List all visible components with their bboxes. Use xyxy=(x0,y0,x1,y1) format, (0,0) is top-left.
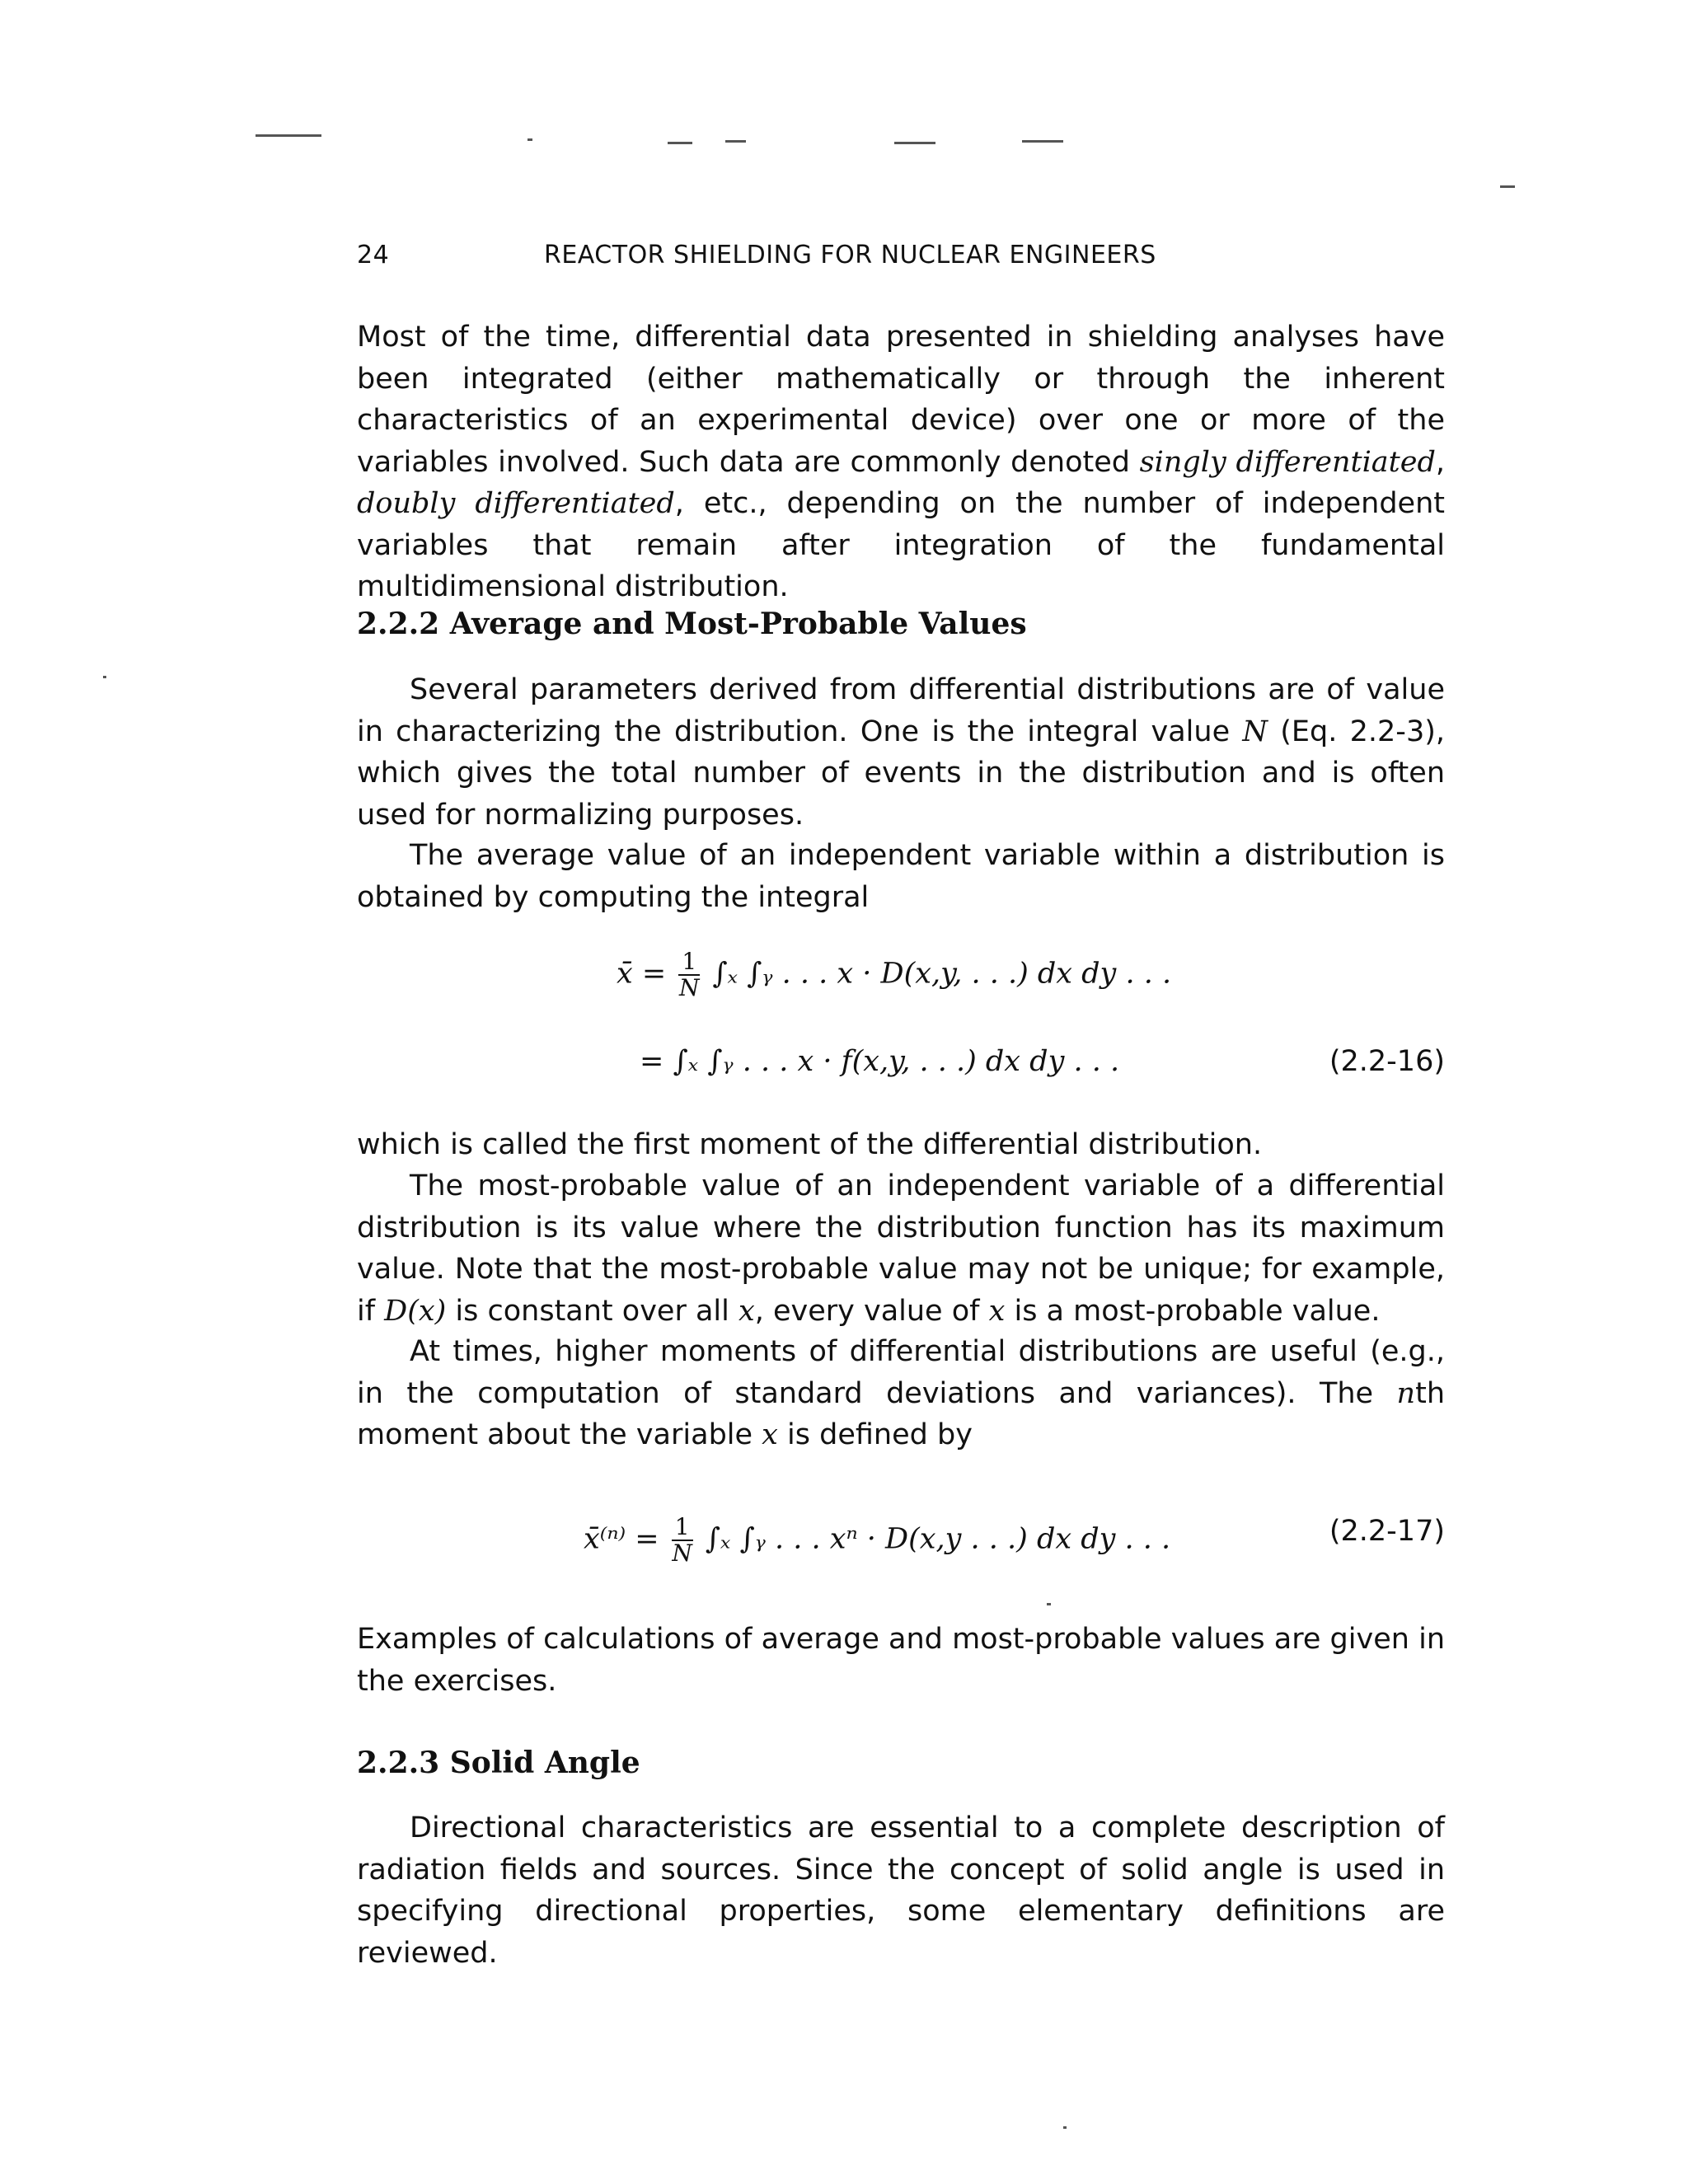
scan-artifact xyxy=(1022,140,1063,143)
scan-artifact xyxy=(528,138,532,141)
section-heading-2-2-3: 2.2.3 Solid Angle xyxy=(357,1746,640,1780)
equation-number-2-2-16: (2.2-16) xyxy=(1329,1045,1445,1078)
fraction-1-over-N: $\frac{1}{N}$ xyxy=(679,948,700,1001)
paragraph-differentiated-data: Most of the time, differential data presented in shielding analyses have been integrated (either mathematically or through the inherent characteristics of an experimental device) over one or more of the variables involved. Such data are commonly denoted singly differentiated, doubly differentiated, etc., depending on the number of independent variables that remain after integration of the fundamental multidimensional distribution. xyxy=(357,321,1445,603)
paragraph-average-value: The average value of an independent variable within a distribution is obtained by computing the integral xyxy=(357,839,1445,914)
scan-artifact xyxy=(1047,1603,1051,1605)
paragraph-parameters: Several parameters derived from differential distributions are of value in characterizing the distribution. One is the integral value N (Eq. 2.2-3), which gives the total number of events in the distribution and is often used for normalizing purposes. xyxy=(357,673,1445,832)
equation-2-2-17 xyxy=(357,1513,1445,1567)
paragraph-higher-moments: At times, higher moments of differential distributions are useful (e.g., in the computation of standard deviations and variances). The nth moment about the variable x is defined by xyxy=(357,1335,1445,1451)
scan-artifact xyxy=(256,134,321,137)
scan-artifact xyxy=(103,676,106,678)
equation-number-2-2-17: (2.2-17) xyxy=(1329,1515,1445,1548)
equation-lhs: x̄ = xyxy=(617,957,667,991)
fraction-1-over-N: $\frac{1}{N}$ xyxy=(672,1513,692,1567)
equation-rhs: ∫ₓ ∫ᵧ . . . xⁿ · D(x,y . . .) dx dy . . . xyxy=(705,1522,1171,1556)
paragraph-directional: Directional characteristics are essential to a complete description of radiation fields and sources. Since the concept of solid angle is used in specifying directional properties, some elementary definitions are reviewed. xyxy=(357,1811,1445,1970)
scan-artifact xyxy=(894,142,935,144)
paragraph-most-probable: The most-probable value of an independent variable of a differential distribution is its value where the distribution function has its maximum value. Note that the most-probable value may not be unique; for example, if D(x) is constant over all x, every value of x is a most-probable value. xyxy=(357,1169,1445,1328)
equation-rhs: ∫ₓ ∫ᵧ . . . x · D(x,y, . . .) dx dy . . . xyxy=(712,957,1172,991)
equation-2-2-16-line1 xyxy=(357,949,1445,999)
running-title: REACTOR SHIELDING FOR NUCLEAR ENGINEERS xyxy=(544,241,1156,269)
scan-artifact xyxy=(725,140,746,143)
paragraph-first-moment: which is called the first moment of the differential distribution. xyxy=(357,1128,1263,1161)
page-number: 24 xyxy=(357,241,390,269)
equation-2-2-16-line2 xyxy=(357,1045,1445,1094)
scan-artifact xyxy=(1500,185,1515,188)
paragraph-examples: Examples of calculations of average and most-probable values are given in the exercises. xyxy=(357,1623,1445,1698)
equation-line2: = ∫ₓ ∫ᵧ . . . x · f(x,y, . . .) dx dy . . . xyxy=(640,1045,1120,1078)
scan-artifact xyxy=(668,142,692,144)
scan-artifact xyxy=(1063,2126,1067,2129)
equation-lhs: x̄⁽ⁿ⁾ = xyxy=(584,1522,659,1556)
section-heading-2-2-2: 2.2.2 Average and Most-Probable Values xyxy=(357,607,1027,641)
